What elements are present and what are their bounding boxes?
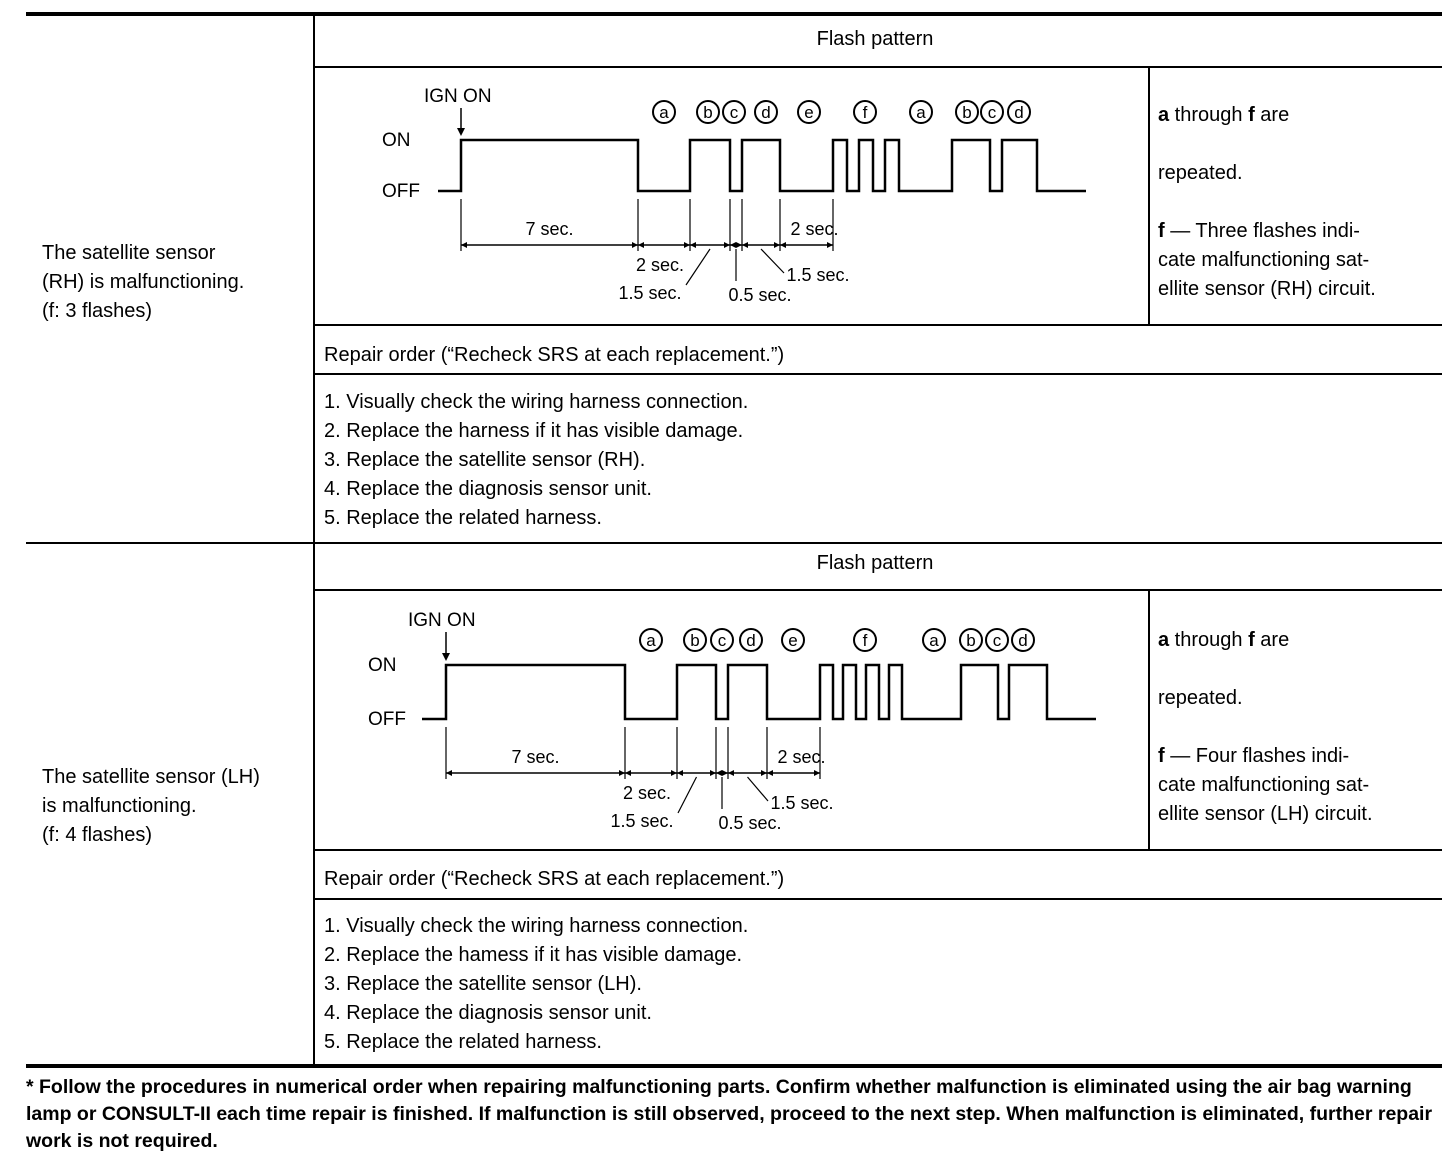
step-item: 5. Replace the related harness. bbox=[324, 507, 602, 529]
letter-a: a bbox=[929, 631, 939, 650]
arrowhead bbox=[728, 770, 734, 776]
leader-line bbox=[748, 777, 769, 801]
two-sec-label-a: 2 sec. bbox=[635, 255, 685, 275]
flash-waveform bbox=[422, 665, 1096, 719]
letter-d: d bbox=[761, 103, 771, 122]
step-item: 1. Visually check the wiring harness connection. bbox=[324, 391, 749, 413]
letter-a: a bbox=[646, 631, 656, 650]
letter-c: c bbox=[717, 631, 727, 650]
ign-on-label: IGN ON bbox=[408, 610, 476, 631]
step-item: 5. Replace the related harness. bbox=[324, 1031, 602, 1053]
leader-line bbox=[678, 777, 697, 813]
letter-a: a bbox=[916, 103, 926, 122]
ign-on-label: IGN ON bbox=[424, 86, 492, 107]
letter-f: f bbox=[862, 631, 868, 650]
off-label: OFF bbox=[368, 709, 406, 730]
step-item: 3. Replace the satellite sensor (LH). bbox=[324, 973, 642, 995]
two-sec-label-a: 2 sec. bbox=[622, 783, 672, 803]
s1-condition: The satellite sensor (RH) is malfunctioning. (f: 3 flashes) bbox=[42, 242, 245, 322]
arrowhead bbox=[722, 770, 728, 776]
s1-flash-pattern-header: Flash pattern bbox=[816, 28, 934, 50]
arrowhead bbox=[710, 770, 716, 776]
letter-b: b bbox=[962, 103, 972, 122]
arrowhead bbox=[619, 770, 625, 776]
one-five-sec-label-b: 1.5 sec. bbox=[786, 265, 850, 285]
seven-sec-label: 7 sec. bbox=[525, 219, 574, 239]
arrowhead bbox=[446, 770, 452, 776]
arrowhead bbox=[671, 770, 677, 776]
letter-c: c bbox=[729, 103, 739, 122]
letter-d: d bbox=[746, 631, 756, 650]
letter-b: b bbox=[703, 103, 713, 122]
letter-c: c bbox=[987, 103, 997, 122]
step-item: 4. Replace the diagnosis sensor unit. bbox=[324, 1002, 652, 1024]
on-label: ON bbox=[382, 130, 411, 151]
step-item: 2. Replace the harness if it has visible damage. bbox=[324, 420, 744, 442]
on-label: ON bbox=[368, 655, 397, 676]
arrowhead bbox=[767, 770, 773, 776]
two-sec-label-b: 2 sec. bbox=[790, 219, 839, 239]
letter-c: c bbox=[992, 631, 1002, 650]
two-sec-label-b: 2 sec. bbox=[777, 747, 826, 767]
off-label: OFF bbox=[382, 181, 420, 202]
one-five-sec-label-a: 1.5 sec. bbox=[610, 811, 674, 831]
seven-sec-label: 7 sec. bbox=[511, 747, 560, 767]
letter-e: e bbox=[804, 103, 814, 122]
one-five-sec-label-a: 1.5 sec. bbox=[618, 283, 682, 303]
arrowhead bbox=[677, 770, 683, 776]
letter-a: a bbox=[659, 103, 669, 122]
s2-repair-order-header: Repair order (“Recheck SRS at each replacement.”) bbox=[324, 868, 785, 890]
arrowhead bbox=[625, 770, 631, 776]
zero-five-sec-label: 0.5 sec. bbox=[728, 285, 792, 305]
arrowhead bbox=[442, 653, 450, 661]
s2-condition: The satellite sensor (LH) is malfunctioning. (f: 4 flashes) bbox=[42, 766, 260, 846]
letter-d: d bbox=[1018, 631, 1028, 650]
footer-note: * Follow the procedures in numerical order when repairing malfunctioning parts. Confirm whether malfunction is eliminated using the air bag warning lamp or CONSULT-II each time repair is finished. If malfunction is still observed, proceed to the next step. When malfunction is eliminated, further repair work is not required. bbox=[26, 1076, 1433, 1152]
step-item: 2. Replace the hamess if it has visible damage. bbox=[324, 944, 742, 966]
step-item: 4. Replace the diagnosis sensor unit. bbox=[324, 478, 652, 500]
arrowhead bbox=[716, 770, 722, 776]
one-five-sec-label-b: 1.5 sec. bbox=[770, 793, 834, 813]
zero-five-sec-label: 0.5 sec. bbox=[718, 813, 782, 833]
s2-note: a through f are repeated. f — Four flashes indi- cate malfunctioning sat- ellite sensor (LH) circuit. bbox=[1158, 629, 1373, 825]
letter-d: d bbox=[1014, 103, 1024, 122]
s1-note: a through f are repeated. f — Three flashes indi- cate malfunctioning sat- ellite sensor (RH) circuit. bbox=[1158, 104, 1376, 300]
s1-repair-order-header: Repair order (“Recheck SRS at each replacement.”) bbox=[324, 344, 785, 366]
letter-f: f bbox=[862, 103, 868, 122]
step-item: 3. Replace the satellite sensor (RH). bbox=[324, 449, 646, 471]
letter-b: b bbox=[690, 631, 700, 650]
step-item: 1. Visually check the wiring harness connection. bbox=[324, 915, 749, 937]
arrowhead bbox=[814, 770, 820, 776]
letter-e: e bbox=[788, 631, 798, 650]
arrowhead bbox=[761, 770, 767, 776]
letter-b: b bbox=[966, 631, 976, 650]
s2-flash-pattern-header: Flash pattern bbox=[816, 552, 934, 574]
